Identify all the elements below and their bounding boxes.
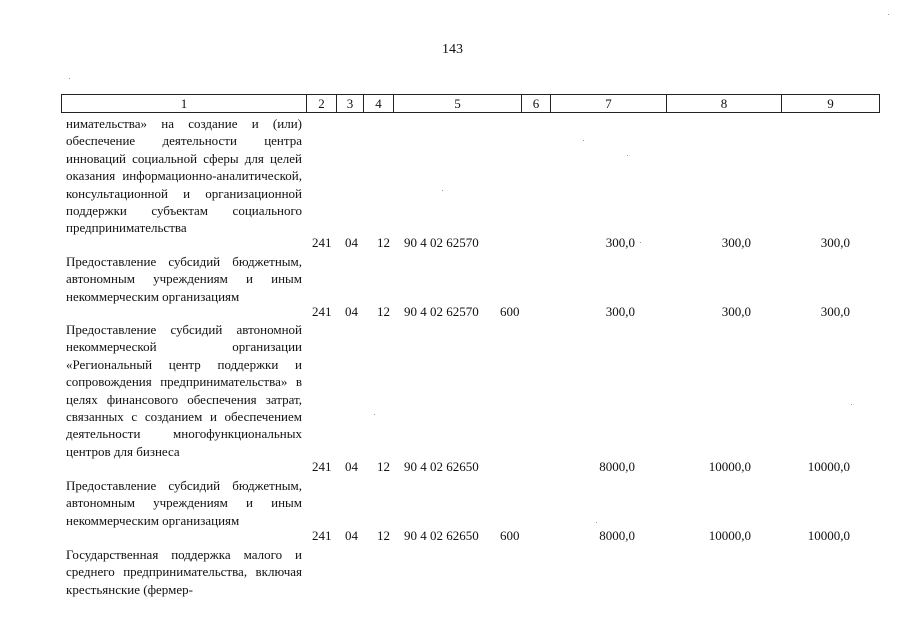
row-1-col-5: 90 4 02 62570 — [404, 235, 479, 250]
row-1-col-2: 241 — [312, 235, 332, 250]
scan-speck — [583, 140, 584, 141]
row-2-col-9: 300,0 — [820, 304, 850, 319]
row-4-col-4: 12 — [377, 528, 390, 543]
row-5-name: Государственная поддержка малого и среднего предпринимательства, включая крестьянские (фермер- — [66, 547, 302, 597]
row-1-name: нимательства» на создание и (или) обеспечение деятельности центра инноваций социальной сферы для целей оказания информационно-аналитической, консультационной и организационной поддержки субъектам социального предпринимательства — [66, 116, 302, 236]
row-2-name: Предоставление субсидий бюджетным, автономным учреждениям и иным некоммерческим организациям — [66, 254, 302, 304]
header-col-1: 1 — [62, 95, 307, 113]
header-col-9: 9 — [782, 95, 880, 113]
scan-speck — [627, 155, 628, 156]
header-col-4: 4 — [364, 95, 394, 113]
scan-speck — [69, 78, 70, 79]
header-col-2: 2 — [307, 95, 337, 113]
scan-speck — [888, 14, 889, 15]
row-1-col-8: 300,0 — [721, 235, 751, 250]
row-2-col-5: 90 4 02 62570 — [404, 304, 479, 319]
row-3-col-4: 12 — [377, 459, 390, 474]
row-3-col-8: 10000,0 — [708, 459, 751, 474]
row-4-col-5: 90 4 02 62650 — [404, 528, 479, 543]
header-col-3: 3 — [337, 95, 364, 113]
header-col-6: 6 — [522, 95, 551, 113]
header-col-5: 5 — [394, 95, 522, 113]
row-3-name: Предоставление субсидий автономной некоммерческой организации «Региональный центр поддержки и сопровождения предпринимательства» в целях финансового обеспечения затрат, связанных с созданием и обеспечением деятельности многофункциональных центров для бизнеса — [66, 322, 302, 459]
row-3-col-3: 04 — [345, 459, 358, 474]
row-2-col-2: 241 — [312, 304, 332, 319]
row-3-col-7: 8000,0 — [599, 459, 635, 474]
row-4-col-8: 10000,0 — [708, 528, 751, 543]
row-1-col-4: 12 — [377, 235, 390, 250]
scan-speck — [596, 522, 597, 523]
row-3-col-5: 90 4 02 62650 — [404, 459, 479, 474]
scan-speck — [442, 190, 443, 191]
header-col-8: 8 — [667, 95, 782, 113]
row-4-name: Предоставление субсидий бюджетным, автономным учреждениям и иным некоммерческим организациям — [66, 478, 302, 528]
scan-speck — [851, 404, 852, 405]
header-row — [61, 94, 880, 113]
scan-speck — [374, 414, 375, 415]
row-4-col-3: 04 — [345, 528, 358, 543]
row-1-col-7: 300,0 — [605, 235, 635, 250]
row-4-col-7: 8000,0 — [599, 528, 635, 543]
row-2-col-7: 300,0 — [605, 304, 635, 319]
page-number: 143 — [442, 42, 463, 57]
row-4-col-9: 10000,0 — [807, 528, 850, 543]
scan-speck — [640, 242, 641, 243]
row-1-col-3: 04 — [345, 235, 358, 250]
row-4-col-2: 241 — [312, 528, 332, 543]
row-2-col-4: 12 — [377, 304, 390, 319]
row-3-col-2: 241 — [312, 459, 332, 474]
row-2-col-3: 04 — [345, 304, 358, 319]
row-3-col-9: 10000,0 — [807, 459, 850, 474]
row-2-col-8: 300,0 — [721, 304, 751, 319]
row-2-col-6: 600 — [500, 304, 520, 319]
header-col-7: 7 — [551, 95, 667, 113]
row-4-col-6: 600 — [500, 528, 520, 543]
row-1-col-9: 300,0 — [820, 235, 850, 250]
